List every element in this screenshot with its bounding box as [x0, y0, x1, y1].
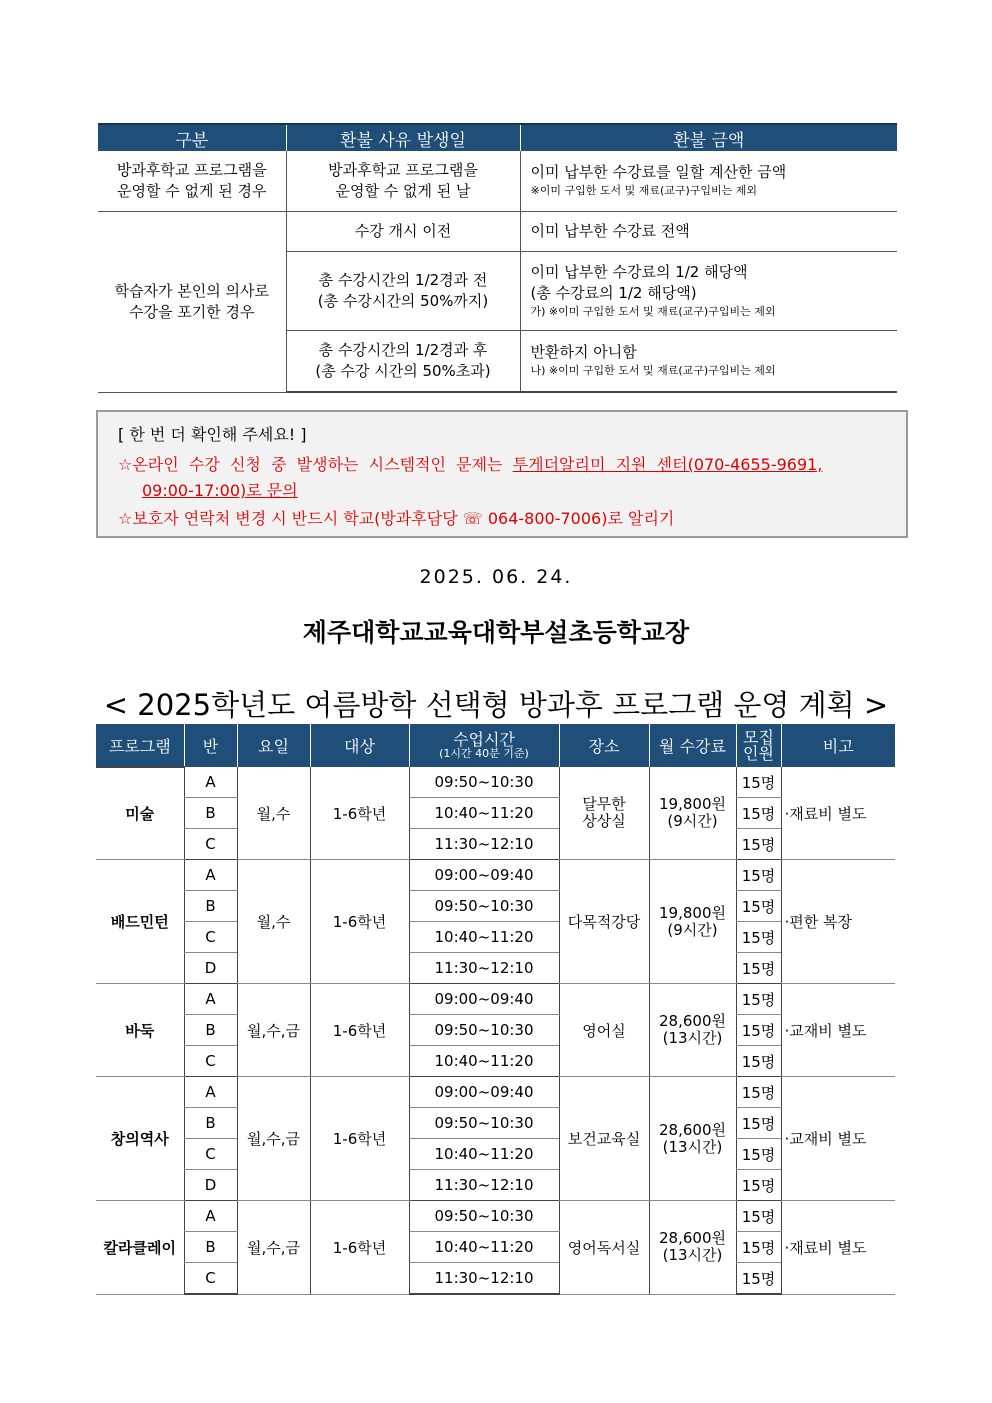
header-fee: 월 수강료: [649, 724, 736, 767]
program-name: 배드민턴: [96, 860, 184, 984]
refund-header-row: [98, 124, 897, 151]
class-label: C: [184, 1139, 237, 1170]
program-fee-hours: (13시간): [662, 1246, 723, 1265]
program-target: 1-6학년: [310, 984, 409, 1077]
program-fee: [649, 767, 736, 860]
program-place: 영어독서실: [559, 1201, 649, 1295]
refund-amount: [520, 330, 897, 392]
program-row: [96, 953, 895, 984]
program-place: 영어실: [559, 984, 649, 1077]
program-target: 1-6학년: [310, 1077, 409, 1201]
program-fee: [649, 1077, 736, 1201]
class-recruit: 15명: [736, 767, 781, 798]
program-fee-hours: (9시간): [667, 812, 718, 830]
class-time: 09:00~09:40: [409, 1077, 559, 1108]
program-target: 1-6학년: [310, 1201, 409, 1295]
program-place: 보건교육실: [559, 1077, 649, 1201]
notice-line-online-text: ☆온라인 수강 신청 중 발생하는 시스템적인 문제는: [118, 455, 513, 474]
class-time: 09:50~10:30: [409, 891, 559, 922]
refund-occurrence: [286, 251, 520, 330]
class-label: A: [184, 984, 237, 1015]
class-recruit: 15명: [736, 798, 781, 829]
class-recruit: 15명: [736, 1015, 781, 1046]
class-label: D: [184, 1170, 237, 1201]
class-recruit: 15명: [736, 1077, 781, 1108]
program-days: 월,수: [237, 860, 310, 984]
class-recruit: 15명: [736, 891, 781, 922]
school-signature: 제주대학교교육대학부설초등학교장: [302, 618, 690, 647]
refund-row: [98, 211, 897, 251]
class-time: 09:00~09:40: [409, 984, 559, 1015]
class-label: B: [184, 1232, 237, 1263]
class-recruit: 15명: [736, 1170, 781, 1201]
refund-header-occurrence: 환불 사유 발생일: [286, 124, 520, 151]
class-recruit: 15명: [736, 829, 781, 860]
program-days: 월,수,금: [237, 984, 310, 1077]
program-target: 1-6학년: [310, 767, 409, 860]
notice-line-contact: ☆보호자 연락처 변경 시 반드시 학교(방과후담당 ☏ 064-800-7006)로 알리기: [118, 509, 675, 528]
program-fee-amount: 19,800원: [659, 903, 726, 922]
header-recruit-2: 인원: [743, 743, 774, 763]
class-label: C: [184, 829, 237, 860]
program-fee-amount: 28,600원: [659, 1229, 726, 1248]
program-row: [96, 984, 895, 1015]
class-recruit: 15명: [736, 984, 781, 1015]
refund-occurrence-line: (총 수강시간의 50%까지): [317, 291, 489, 310]
header-recruit: [736, 724, 781, 767]
class-time: 10:40~11:20: [409, 922, 559, 953]
program-note: ·재료비 별도: [781, 1201, 895, 1295]
class-label: B: [184, 891, 237, 922]
program-table-body: [96, 767, 895, 1294]
class-recruit: 15명: [736, 922, 781, 953]
program-row: [96, 1263, 895, 1295]
program-place: 달무한 상상실: [559, 767, 649, 860]
class-time: 10:40~11:20: [409, 1046, 559, 1077]
program-name: 창의역사: [96, 1077, 184, 1201]
program-fee: [649, 1201, 736, 1295]
program-row: [96, 1015, 895, 1046]
refund-occurrence-line: 총 수강시간의 1/2경과 전: [318, 270, 488, 289]
notice-title: [ 한 번 더 확인해 주세요! ]: [118, 425, 307, 444]
program-days: 월,수,금: [237, 1077, 310, 1201]
program-fee-amount: 28,600원: [659, 1120, 726, 1139]
program-row: [96, 798, 895, 829]
header-day: 요일: [237, 724, 310, 767]
refund-category: [98, 211, 286, 392]
support-center-hours[interactable]: 09:00-17:00)로 문의: [142, 481, 298, 500]
program-fee-hours: (13시간): [662, 1029, 723, 1047]
program-fee-amount: 19,800원: [659, 795, 726, 813]
refund-note: ※이미 구입한 도서 및 재료(교구)구입비는 제외: [530, 184, 758, 198]
notice-line-online: [118, 452, 822, 475]
class-time: 11:30~12:10: [409, 1263, 559, 1295]
plan-title: < 2025학년도 여름방학 선택형 방과후 프로그램 운영 계획 >: [103, 688, 889, 722]
refund-amount: [520, 251, 897, 330]
refund-occurrence: [286, 330, 520, 392]
support-center-link[interactable]: 투게더알리미 지원 센터(070-4655-9691,: [512, 455, 823, 474]
refund-note: 나) ※이미 구입한 도서 및 재료(교구)구입비는 제외: [530, 364, 776, 378]
refund-policy-table: [98, 123, 897, 393]
class-label: B: [184, 1108, 237, 1139]
class-time: 11:30~12:10: [409, 953, 559, 984]
refund-row: [98, 151, 897, 211]
program-days: 월,수,금: [237, 1201, 310, 1295]
program-row: [96, 1077, 895, 1108]
refund-amount-text: 이미 납부한 수강료를 일할 계산한 금액: [530, 163, 787, 182]
class-recruit: 15명: [736, 953, 781, 984]
class-label: A: [184, 1077, 237, 1108]
program-row: [96, 860, 895, 891]
class-label: D: [184, 953, 237, 984]
class-label: A: [184, 1201, 237, 1232]
refund-occurrence: [286, 151, 520, 211]
program-row: [96, 1046, 895, 1077]
program-note: ·교재비 별도: [781, 984, 895, 1077]
refund-occurrence-line: 운영할 수 없게 된 날: [335, 181, 471, 200]
class-time: 09:50~10:30: [409, 767, 559, 798]
program-days: 월,수: [237, 767, 310, 860]
program-fee: [649, 860, 736, 984]
program-note: ·교재비 별도: [781, 1077, 895, 1201]
notice-box: [96, 410, 908, 538]
header-time-sub: (1시간 40분 기준): [439, 746, 529, 760]
class-label: C: [184, 1046, 237, 1077]
class-recruit: 15명: [736, 1263, 781, 1295]
class-time: 10:40~11:20: [409, 798, 559, 829]
refund-category-line: 운영할 수 없게 된 경우: [117, 181, 267, 200]
class-recruit: 15명: [736, 1139, 781, 1170]
program-name: 바둑: [96, 984, 184, 1077]
class-label: B: [184, 798, 237, 829]
program-name: 미술: [96, 767, 184, 860]
class-time: 10:40~11:20: [409, 1232, 559, 1263]
class-time: 09:00~09:40: [409, 860, 559, 891]
refund-amount: 이미 납부한 수강료 전액: [520, 211, 897, 251]
refund-occurrence: 수강 개시 이전: [286, 211, 520, 251]
refund-occurrence-line: 총 수강시간의 1/2경과 후: [318, 340, 488, 359]
program-header-row: [96, 724, 895, 767]
class-label: C: [184, 1263, 237, 1295]
class-label: A: [184, 860, 237, 891]
class-time: 11:30~12:10: [409, 1170, 559, 1201]
header-note: 비고: [781, 724, 895, 767]
header-recruit-1: 모집: [743, 727, 774, 747]
program-table: [96, 724, 895, 1295]
refund-category-line: 방과후학교 프로그램을: [116, 160, 267, 179]
refund-occurrence-line: 방과후학교 프로그램을: [328, 160, 478, 179]
class-time: 11:30~12:10: [409, 829, 559, 860]
refund-amount: [520, 151, 897, 211]
header-class: 반: [184, 724, 237, 767]
refund-header-category: 구분: [98, 124, 286, 151]
program-target: 1-6학년: [310, 860, 409, 984]
program-fee: [649, 984, 736, 1077]
class-recruit: 15명: [736, 860, 781, 891]
header-place: 장소: [559, 724, 649, 767]
header-time-label: 수업시간: [453, 729, 515, 749]
program-note: ·재료비 별도: [781, 767, 895, 860]
program-row: [96, 891, 895, 922]
program-fee-amount: 28,600원: [659, 1012, 726, 1030]
program-row: [96, 767, 895, 798]
class-recruit: 15명: [736, 1046, 781, 1077]
class-time: 09:50~10:30: [409, 1108, 559, 1139]
refund-occurrence-line: (총 수강 시간의 50%초과): [315, 361, 491, 380]
program-row: [96, 922, 895, 953]
program-row: [96, 1232, 895, 1263]
class-recruit: 15명: [736, 1201, 781, 1232]
refund-category-line: 학습자가 본인의 의사로: [114, 281, 269, 300]
program-row: [96, 1201, 895, 1232]
refund-category-line: 수강을 포기한 경우: [129, 302, 255, 321]
refund-note: 가) ※이미 구입한 도서 및 재료(교구)구입비는 제외: [530, 304, 776, 318]
class-time: 09:50~10:30: [409, 1015, 559, 1046]
refund-amount-text: 반환하지 아니함: [530, 343, 637, 362]
refund-category: [98, 151, 286, 211]
class-recruit: 15명: [736, 1108, 781, 1139]
program-note: ·편한 복장: [781, 860, 895, 984]
class-label: B: [184, 1015, 237, 1046]
header-target: 대상: [310, 724, 409, 767]
program-row: [96, 1170, 895, 1201]
program-name: 칼라클레이: [96, 1201, 184, 1295]
program-place: 다목적강당: [559, 860, 649, 984]
program-row: [96, 829, 895, 860]
class-time: 10:40~11:20: [409, 1139, 559, 1170]
refund-header-amount: 환불 금액: [520, 124, 897, 151]
header-time: [409, 724, 559, 767]
class-recruit: 15명: [736, 1232, 781, 1263]
program-fee-hours: (13시간): [662, 1137, 723, 1156]
header-program: 프로그램: [96, 724, 184, 767]
refund-amount-text: 이미 납부한 수강료의 1/2 해당액: [530, 262, 748, 281]
refund-amount-text: (총 수강료의 1/2 해당액): [530, 283, 697, 302]
notice-line-online-cont: [142, 478, 298, 501]
class-label: A: [184, 767, 237, 798]
document-date: 2025. 06. 24.: [419, 566, 573, 588]
class-label: C: [184, 922, 237, 953]
program-row: [96, 1108, 895, 1139]
class-time: 09:50~10:30: [409, 1201, 559, 1232]
program-row: [96, 1139, 895, 1170]
program-fee-hours: (9시간): [667, 920, 718, 939]
